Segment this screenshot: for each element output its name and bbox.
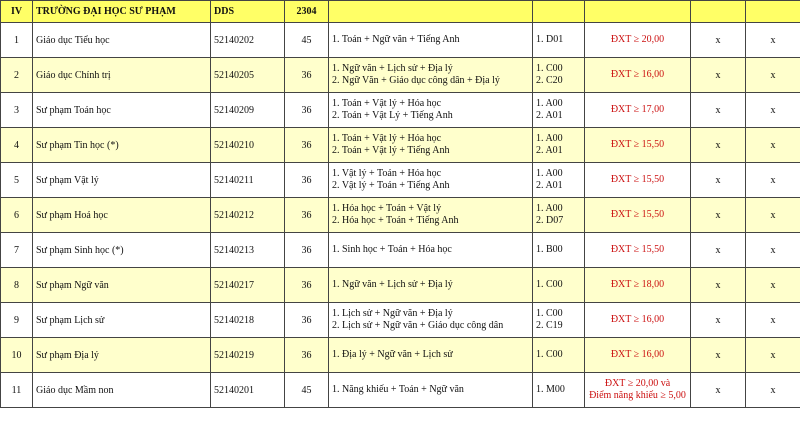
mark-x1: x	[691, 303, 746, 338]
program-name: Sư phạm Địa lý	[33, 338, 211, 373]
subject-combination	[329, 93, 533, 128]
program-code: 52140213	[211, 233, 285, 268]
admission-criteria-line: ĐXT ≥ 15,50	[610, 139, 665, 150]
table-row	[1, 58, 800, 93]
subject-combination	[329, 163, 533, 198]
subject-combination-line: 1. Ngữ văn + Lịch sử + Địa lý	[332, 279, 453, 290]
exam-block	[533, 303, 585, 338]
program-quota: 36	[285, 163, 329, 198]
subject-combination-line: 1. Hóa học + Toán + Vật lý	[332, 203, 442, 214]
subject-combination-line: 1. Vật lý + Toán + Hóa học	[332, 168, 442, 179]
header-criteria	[585, 1, 691, 23]
program-code: 52140217	[211, 268, 285, 303]
admission-criteria	[585, 338, 691, 373]
exam-block-line: 1. C00	[536, 349, 563, 360]
admission-criteria-line: ĐXT ≥ 15,50	[610, 244, 665, 255]
mark-x2: x	[746, 93, 800, 128]
subject-combination	[329, 128, 533, 163]
admission-criteria	[585, 233, 691, 268]
subject-combination	[329, 198, 533, 233]
header-x1	[691, 1, 746, 23]
row-number: 1	[1, 23, 33, 58]
mark-x1: x	[691, 128, 746, 163]
mark-x1: x	[691, 338, 746, 373]
admission-criteria-line: ĐXT ≥ 15,50	[610, 174, 665, 185]
program-name: Giáo dục Tiểu học	[33, 23, 211, 58]
table-row	[1, 268, 800, 303]
subject-combination	[329, 233, 533, 268]
row-number: 10	[1, 338, 33, 373]
program-code: 52140201	[211, 373, 285, 408]
program-quota: 45	[285, 373, 329, 408]
mark-x2: x	[746, 163, 800, 198]
program-name: Giáo dục Chính trị	[33, 58, 211, 93]
exam-block-line: 2. C20	[536, 75, 563, 86]
admission-criteria	[585, 93, 691, 128]
program-name: Sư phạm Lịch sử	[33, 303, 211, 338]
exam-block-line: 1. A00	[536, 168, 563, 179]
admission-criteria	[585, 128, 691, 163]
header-combos	[329, 1, 533, 23]
program-name: Sư phạm Sinh học (*)	[33, 233, 211, 268]
subject-combination-line: 2. Ngữ Văn + Giáo dục công dân + Địa lý	[332, 75, 500, 86]
row-number: 3	[1, 93, 33, 128]
subject-combination	[329, 303, 533, 338]
exam-block-line: 1. D01	[536, 34, 564, 45]
row-number: 4	[1, 128, 33, 163]
table-row	[1, 198, 800, 233]
subject-combination-line: 1. Năng khiếu + Toán + Ngữ văn	[332, 384, 464, 395]
row-number: 6	[1, 198, 33, 233]
subject-combination-line: 1. Toán + Vật lý + Hóa học	[332, 98, 442, 109]
row-number: 8	[1, 268, 33, 303]
exam-block	[533, 93, 585, 128]
table-row	[1, 163, 800, 198]
exam-block	[533, 58, 585, 93]
admission-criteria-line: ĐXT ≥ 18,00	[610, 279, 665, 290]
subject-combination-line: 1. Toán + Ngữ văn + Tiếng Anh	[332, 34, 460, 45]
exam-block-line: 1. A00	[536, 98, 563, 109]
admission-criteria	[585, 58, 691, 93]
subject-combination-line: 1. Lịch sử + Ngữ văn + Địa lý	[332, 308, 453, 319]
mark-x1: x	[691, 23, 746, 58]
mark-x2: x	[746, 23, 800, 58]
subject-combination-line: 1. Sinh học + Toán + Hóa học	[332, 244, 452, 255]
program-name: Giáo dục Mầm non	[33, 373, 211, 408]
subject-combination-line: 2. Vật lý + Toán + Tiếng Anh	[332, 180, 450, 191]
exam-block	[533, 128, 585, 163]
exam-block	[533, 268, 585, 303]
table-header-row	[1, 1, 800, 23]
exam-block	[533, 23, 585, 58]
program-quota: 45	[285, 23, 329, 58]
row-number: 2	[1, 58, 33, 93]
exam-block-line: 1. C00	[536, 308, 563, 319]
program-quota: 36	[285, 338, 329, 373]
subject-combination	[329, 373, 533, 408]
subject-combination-line: 2. Hóa học + Toán + Tiếng Anh	[332, 215, 459, 226]
program-code: 52140210	[211, 128, 285, 163]
mark-x2: x	[746, 338, 800, 373]
subject-combination-line: 1. Ngữ văn + Lịch sử + Địa lý	[332, 63, 453, 74]
table-row	[1, 93, 800, 128]
program-code: 52140218	[211, 303, 285, 338]
exam-block-line: 1. M00	[536, 384, 565, 395]
program-quota: 36	[285, 58, 329, 93]
mark-x2: x	[746, 373, 800, 408]
exam-block	[533, 338, 585, 373]
header-quota: 2304	[285, 1, 329, 23]
program-code: 52140211	[211, 163, 285, 198]
program-code: 52140205	[211, 58, 285, 93]
table-row	[1, 303, 800, 338]
subject-combination-line: 2. Lịch sử + Ngữ văn + Giáo dục công dân	[332, 320, 504, 331]
subject-combination	[329, 23, 533, 58]
table-row	[1, 233, 800, 268]
program-name: Sư phạm Toán học	[33, 93, 211, 128]
exam-block	[533, 198, 585, 233]
row-number: 7	[1, 233, 33, 268]
table-row	[1, 23, 800, 58]
admission-criteria-line: ĐXT ≥ 20,00 và	[604, 378, 671, 389]
table-row	[1, 373, 800, 408]
admission-criteria-line: Điểm năng khiếu ≥ 5,00	[589, 390, 686, 401]
header-university: TRƯỜNG ĐẠI HỌC SƯ PHẠM	[33, 1, 211, 23]
program-code: 52140219	[211, 338, 285, 373]
mark-x1: x	[691, 163, 746, 198]
subject-combination-line: 2. Toán + Vật lý + Tiếng Anh	[332, 145, 450, 156]
subject-combination-line: 1. Địa lý + Ngữ văn + Lịch sử	[332, 349, 453, 360]
admission-criteria-line: ĐXT ≥ 16,00	[610, 314, 665, 325]
admission-criteria-line: ĐXT ≥ 16,00	[610, 69, 665, 80]
admission-criteria-line: ĐXT ≥ 15,50	[610, 209, 665, 220]
program-code: 52140209	[211, 93, 285, 128]
exam-block-line: 2. A01	[536, 110, 563, 121]
exam-block-line: 1. C00	[536, 63, 563, 74]
admission-criteria	[585, 373, 691, 408]
exam-block-line: 1. A00	[536, 203, 563, 214]
exam-block-line: 1. C00	[536, 279, 563, 290]
exam-block-line: 2. A01	[536, 180, 563, 191]
program-name: Sư phạm Tin học (*)	[33, 128, 211, 163]
row-number: 9	[1, 303, 33, 338]
header-code: DDS	[211, 1, 285, 23]
subject-combination	[329, 338, 533, 373]
admission-criteria-line: ĐXT ≥ 17,00	[610, 104, 665, 115]
admission-criteria	[585, 23, 691, 58]
row-number: 5	[1, 163, 33, 198]
mark-x1: x	[691, 373, 746, 408]
header-x2	[746, 1, 800, 23]
row-number: 11	[1, 373, 33, 408]
exam-block-line: 1. A00	[536, 133, 563, 144]
program-quota: 36	[285, 303, 329, 338]
exam-block	[533, 373, 585, 408]
mark-x1: x	[691, 93, 746, 128]
mark-x1: x	[691, 58, 746, 93]
exam-block-line: 2. C19	[536, 320, 563, 331]
admission-criteria	[585, 163, 691, 198]
mark-x2: x	[746, 233, 800, 268]
program-name: Sư phạm Hoá học	[33, 198, 211, 233]
table-row	[1, 338, 800, 373]
admission-criteria	[585, 198, 691, 233]
admission-criteria	[585, 303, 691, 338]
mark-x2: x	[746, 58, 800, 93]
program-code: 52140212	[211, 198, 285, 233]
program-quota: 36	[285, 93, 329, 128]
program-name: Sư phạm Vật lý	[33, 163, 211, 198]
program-quota: 36	[285, 198, 329, 233]
exam-block-line: 2. A01	[536, 145, 563, 156]
subject-combination	[329, 268, 533, 303]
subject-combination-line: 1. Toán + Vật lý + Hóa học	[332, 133, 442, 144]
exam-block	[533, 163, 585, 198]
mark-x2: x	[746, 128, 800, 163]
program-quota: 36	[285, 128, 329, 163]
subject-combination-line: 2. Toán + Vật Lý + Tiếng Anh	[332, 110, 453, 121]
mark-x1: x	[691, 198, 746, 233]
table-row	[1, 128, 800, 163]
program-quota: 36	[285, 233, 329, 268]
admission-criteria-line: ĐXT ≥ 20,00	[610, 34, 665, 45]
header-num: IV	[1, 1, 33, 23]
mark-x2: x	[746, 268, 800, 303]
exam-block-line: 2. D07	[536, 215, 564, 226]
exam-block	[533, 233, 585, 268]
program-name: Sư phạm Ngữ văn	[33, 268, 211, 303]
mark-x2: x	[746, 303, 800, 338]
program-quota: 36	[285, 268, 329, 303]
header-blocks	[533, 1, 585, 23]
mark-x1: x	[691, 233, 746, 268]
mark-x2: x	[746, 198, 800, 233]
admission-criteria	[585, 268, 691, 303]
subject-combination	[329, 58, 533, 93]
program-code: 52140202	[211, 23, 285, 58]
exam-block-line: 1. B00	[536, 244, 563, 255]
admission-criteria-line: ĐXT ≥ 16,00	[610, 349, 665, 360]
mark-x1: x	[691, 268, 746, 303]
